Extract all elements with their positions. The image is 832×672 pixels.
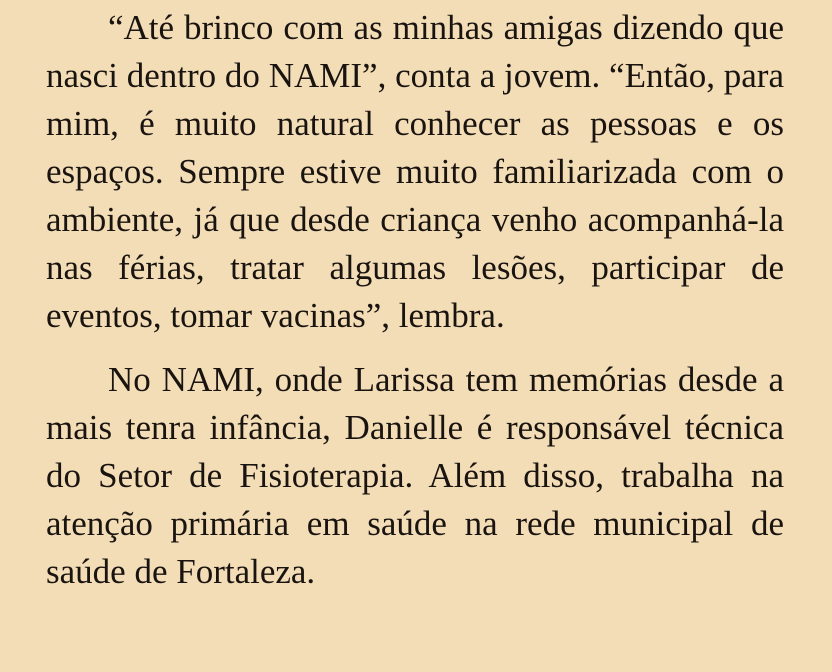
body-paragraph: No NAMI, onde Larissa tem memórias desde a mais tenra infância, Danielle é responsável técnica do Setor de Fisioterapia. Além disso, trabalha na atenção primária em saúde na rede municipal de saúde de Fortaleza. — [46, 360, 784, 591]
body-paragraph: “Até brinco com as minhas amigas dizendo que nasci dentro do NAMI”, conta a jovem. “Então, para mim, é muito natural conhecer as pessoas e os espaços. Sempre estive muito familiarizada com o ambiente, já que desde criança venho acompanhá-la nas férias, tratar algumas lesões, participar de eventos, tomar vacinas”, lembra. — [46, 8, 784, 335]
